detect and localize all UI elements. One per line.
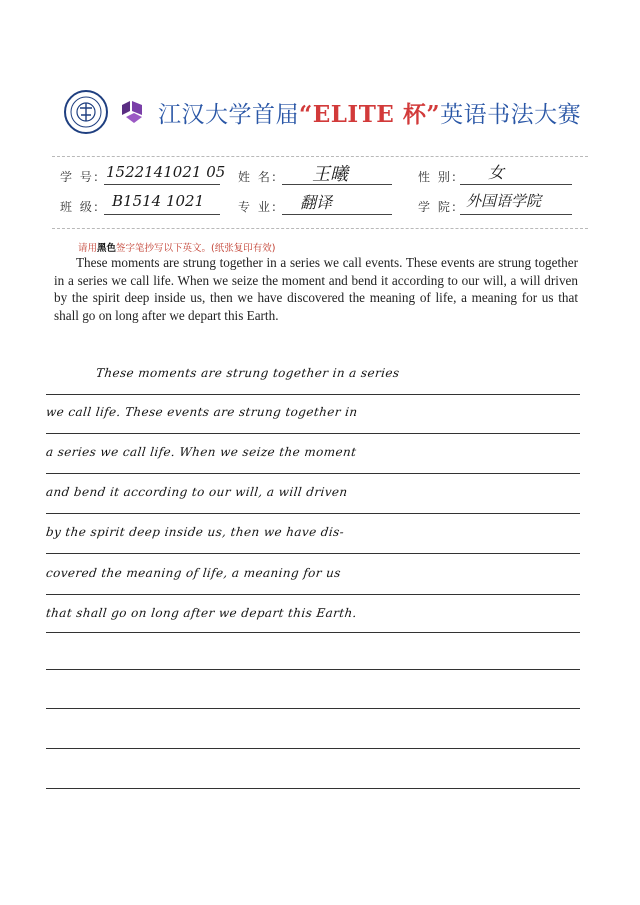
ruled-line bbox=[46, 394, 580, 395]
student-id-label: 学 号: bbox=[60, 170, 100, 184]
ruled-line bbox=[46, 553, 580, 554]
ruled-line bbox=[46, 632, 580, 633]
handwriting-line: covered the meaning of life, a meaning for us bbox=[45, 566, 342, 580]
name-label: 姓 名: bbox=[238, 170, 278, 184]
handwriting-line: and bend it according to our will, a will driven bbox=[45, 485, 349, 499]
major-label: 专 业: bbox=[238, 200, 278, 214]
handwriting-line: These moments are strung together in a series bbox=[95, 366, 401, 380]
instruction-note: 请用黑色签字笔抄写以下英文。(纸张复印有效) bbox=[78, 243, 276, 254]
college-label: 学 院: bbox=[418, 200, 458, 214]
student-id-line bbox=[104, 183, 220, 185]
student-id-value: 1522141021 05 bbox=[106, 163, 226, 181]
name-value: 王曦 bbox=[312, 164, 348, 185]
gender-label: 性 别: bbox=[418, 170, 458, 184]
class-line bbox=[104, 213, 220, 215]
handwriting-line: by the spirit deep inside us, then we have dis- bbox=[45, 525, 345, 539]
ruled-line bbox=[46, 513, 580, 514]
university-seal-icon bbox=[64, 90, 108, 134]
divider bbox=[52, 228, 588, 229]
name-line bbox=[282, 183, 392, 185]
source-passage: These moments are strung together in a series we call events. These events are strung together in a series we call life. When we seize the moment and bend it according to our will, a will driven by the spirit deep inside us, then we have discovered the meaning of life, a meaning for us that shall go on long after we depart this Earth. bbox=[54, 255, 578, 323]
handwriting-line: we call life. These events are strung together in bbox=[45, 405, 359, 419]
ruled-line bbox=[46, 594, 580, 595]
ruled-line bbox=[46, 708, 580, 709]
handwriting-line: that shall go on long after we depart this Earth. bbox=[45, 606, 358, 620]
ruled-line bbox=[46, 748, 580, 749]
college-line bbox=[460, 213, 572, 215]
ruled-line bbox=[46, 473, 580, 474]
handwriting-line: a series we call life. When we seize the moment bbox=[45, 445, 358, 459]
ruled-line bbox=[46, 433, 580, 434]
college-value: 外国语学院 bbox=[466, 192, 542, 210]
class-label: 班 级: bbox=[60, 200, 100, 214]
contest-logo-icon bbox=[116, 95, 150, 129]
gender-line bbox=[460, 183, 572, 185]
major-value: 翻译 bbox=[300, 193, 333, 212]
divider bbox=[52, 156, 588, 157]
ruled-line bbox=[46, 669, 580, 670]
contest-title: 江汉大学首届“ELITE 杯”英语书法大赛 bbox=[158, 100, 582, 128]
class-value: B1514 1021 bbox=[112, 192, 205, 210]
contest-header bbox=[64, 88, 584, 136]
ruled-line bbox=[46, 788, 580, 789]
gender-value: 女 bbox=[488, 163, 505, 182]
major-line bbox=[282, 213, 392, 215]
